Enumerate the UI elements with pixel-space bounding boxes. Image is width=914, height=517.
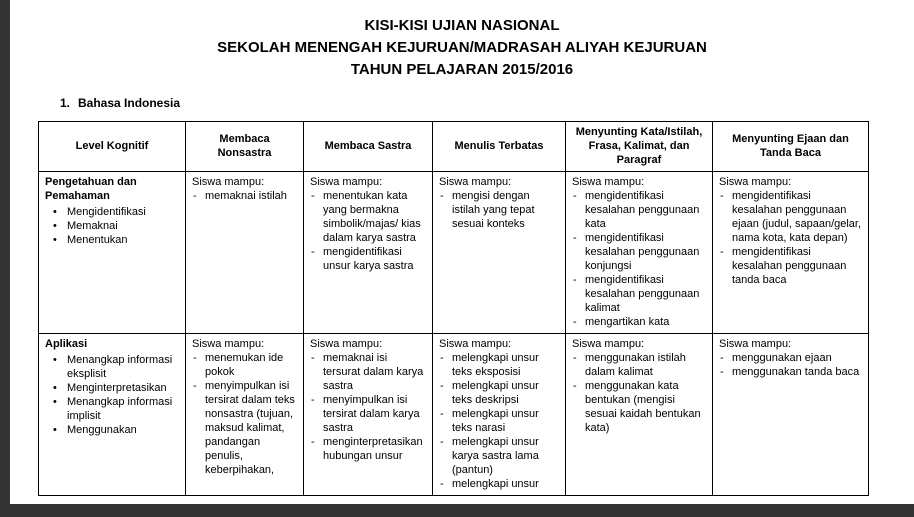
skill-cell: [566, 172, 713, 334]
dash-item: - melengkapi unsur teks narasi: [439, 407, 559, 435]
cell-lead: Siswa mampu:: [310, 338, 383, 350]
skill-cell: [186, 172, 304, 334]
bullet-item: • Menangkap informasi implisit: [53, 395, 179, 423]
dash-item: - mengidentifikasi kesalahan penggunaan konjungsi: [572, 231, 706, 273]
dash-item: - menentukan kata yang bermakna simbolik/majas/ kias dalam karya sastra: [310, 189, 426, 245]
dash-item: - melengkapi unsur karya sastra lama (pantun): [439, 435, 559, 477]
title-line-3: TAHUN PELAJARAN 2015/2016: [350, 61, 574, 78]
dash-list: [439, 351, 559, 491]
dash-item: - mengidentifikasi kesalahan penggunaan kata: [572, 189, 706, 231]
dash-item: - mengidentifikasi kesalahan penggunaan tanda baca: [719, 245, 862, 287]
dash-item: - mengartikan kata: [572, 315, 706, 329]
cell-lead: Siswa mampu:: [439, 176, 512, 188]
bullet-item: • Menentukan: [53, 233, 179, 247]
dash-item: - menginterpretasikan hubungan unsur: [310, 435, 426, 463]
title-line-1: KISI-KISI UJIAN NASIONAL: [364, 17, 560, 34]
dash-item: - melengkapi unsur: [439, 477, 559, 491]
bullet-item: • Mengidentifikasi: [53, 205, 179, 219]
bullet-item: • Menginterpretasikan: [53, 381, 179, 395]
skill-cell: [433, 334, 566, 496]
header-cell-membaca-sastra: Membaca Sastra: [304, 122, 433, 172]
document-title: [10, 0, 914, 81]
dash-item: - menggunakan tanda baca: [719, 365, 862, 379]
dash-item: - melengkapi unsur teks eksposisi: [439, 351, 559, 379]
kisi-kisi-table: [38, 121, 869, 496]
dash-list: [719, 189, 862, 287]
header-cell-level-kognitif: Level Kognitif: [39, 122, 186, 172]
dash-list: [572, 189, 706, 329]
dash-list: [192, 351, 297, 477]
document-page: [10, 0, 914, 504]
header-cell-menyunting-kata: Menyunting Kata/Istilah, Frasa, Kalimat, dan Paragraf: [566, 122, 713, 172]
bullet-item: • Menggunakan: [53, 423, 179, 437]
dash-item: - menyimpulkan isi tersirat dalam karya sastra: [310, 393, 426, 435]
header-cell-menulis-terbatas: Menulis Terbatas: [433, 122, 566, 172]
dash-item: - menggunakan istilah dalam kalimat: [572, 351, 706, 379]
skill-cell: [713, 172, 869, 334]
header-cell-membaca-nonsastra: Membaca Nonsastra: [186, 122, 304, 172]
section-heading: [60, 96, 914, 110]
header-cell-menyunting-ejaan: Menyunting Ejaan dan Tanda Baca: [713, 122, 869, 172]
skill-cell: [566, 334, 713, 496]
dash-item: - menemukan ide pokok: [192, 351, 297, 379]
table-row-pengetahuan: [39, 172, 869, 334]
cell-lead: Siswa mampu:: [572, 338, 645, 350]
dash-list: [192, 189, 297, 203]
skill-cell: [713, 334, 869, 496]
cell-lead: Siswa mampu:: [310, 176, 383, 188]
bullet-item: • Memaknai: [53, 219, 179, 233]
dash-item: - mengisi dengan istilah yang tepat sesuai konteks: [439, 189, 559, 231]
dash-list: [572, 351, 706, 435]
table-row-aplikasi: [39, 334, 869, 496]
cell-lead: Siswa mampu:: [439, 338, 512, 350]
dash-list: [439, 189, 559, 231]
dash-item: - mengidentifikasi unsur karya sastra: [310, 245, 426, 273]
cell-lead: Siswa mampu:: [572, 176, 645, 188]
cell-lead: Siswa mampu:: [192, 338, 265, 350]
level-cell: [39, 172, 186, 334]
dash-item: - mengidentifikasi kesalahan penggunaan kalimat: [572, 273, 706, 315]
level-cell: [39, 334, 186, 496]
dash-item: - menggunakan ejaan: [719, 351, 862, 365]
dash-item: - menyimpulkan isi tersirat dalam teks nonsastra (tujuan, maksud kalimat, pandangan penulis, keberpihakan,: [192, 379, 297, 477]
section-number: 1.: [60, 96, 71, 110]
dash-item: - menggunakan kata bentukan (mengisi sesuai kaidah bentukan kata): [572, 379, 706, 435]
dash-item: - melengkapi unsur teks deskripsi: [439, 379, 559, 407]
dash-list: [719, 351, 862, 379]
cell-lead: Siswa mampu:: [719, 176, 792, 188]
skill-cell: [186, 334, 304, 496]
level-bullet-list: [45, 205, 179, 247]
skill-cell: [433, 172, 566, 334]
level-title: Aplikasi: [45, 338, 88, 350]
cell-lead: Siswa mampu:: [192, 176, 265, 188]
dash-list: [310, 351, 426, 463]
skill-cell: [304, 334, 433, 496]
level-bullet-list: [45, 353, 179, 437]
level-title: Pengetahuan dan Pemahaman: [45, 176, 137, 202]
title-line-2: SEKOLAH MENENGAH KEJURUAN/MADRASAH ALIYAH KEJURUAN: [217, 39, 707, 56]
dash-item: - mengidentifikasi kesalahan penggunaan ejaan (judul, sapaan/gelar, nama kota, kata depan): [719, 189, 862, 245]
table-header-row: [39, 122, 869, 172]
dash-item: - memaknai isi tersurat dalam karya sastra: [310, 351, 426, 393]
dash-item: - memaknai istilah: [192, 189, 297, 203]
cell-lead: Siswa mampu:: [719, 338, 792, 350]
bullet-item: • Menangkap informasi eksplisit: [53, 353, 179, 381]
section-label: Bahasa Indonesia: [78, 96, 181, 110]
dash-list: [310, 189, 426, 273]
skill-cell: [304, 172, 433, 334]
